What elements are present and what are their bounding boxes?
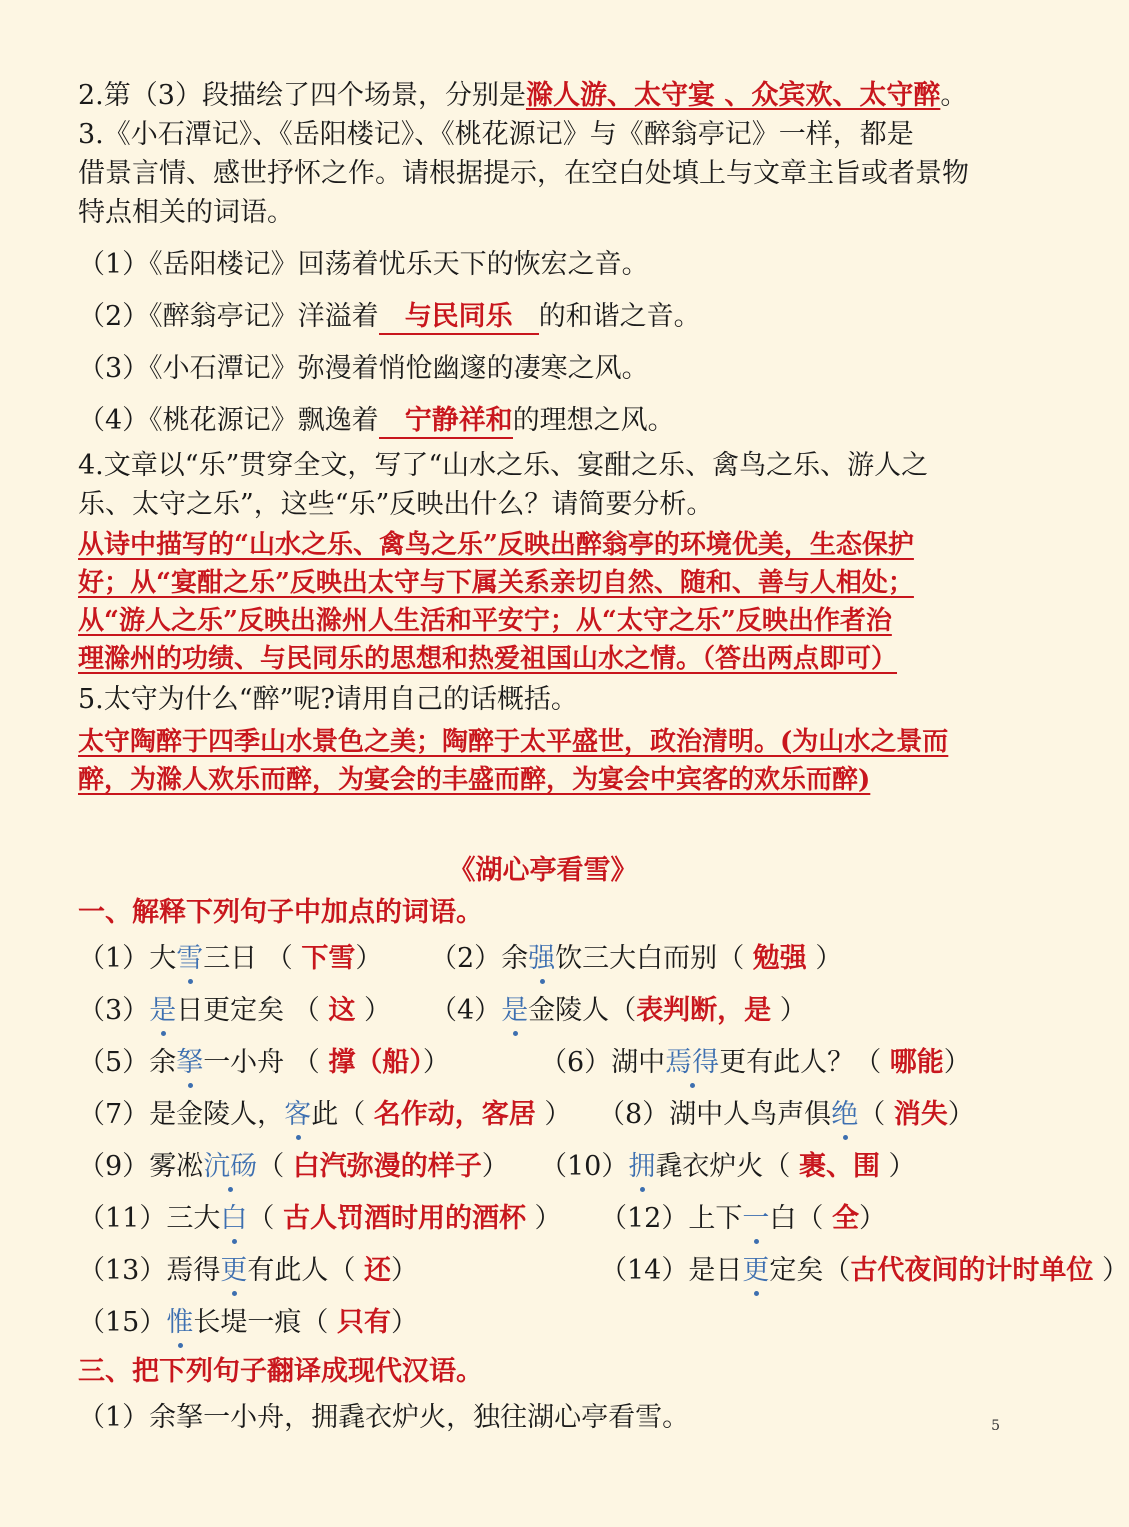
bracket-open: （ [823, 1255, 851, 1286]
item-text: （2）《醉翁亭记》洋溢着 [78, 301, 379, 332]
vocab-sentence-text: 三大 [166, 1203, 221, 1234]
vocab-sentence-text: 上下 [688, 1203, 743, 1234]
vocab-sentence-text: 日更定矣 [176, 995, 285, 1026]
vocab-keyword: 客 [284, 1095, 311, 1134]
vocab-answer: 哪能 [889, 1047, 944, 1078]
vocab-sentence-text: 是金陵人， [149, 1099, 285, 1130]
vocab-number: （10） [540, 1151, 629, 1182]
item-text: （1）《岳阳楼记》回荡着忧乐天下的恢宏之音。 [78, 249, 649, 280]
vocab-answer: 古人罚酒时用的酒杯 [282, 1203, 526, 1234]
question-5-answer-line: 太守陶醉于四季山水景色之美；陶醉于太平盛世，政治清明。(为山水之景而 [78, 727, 949, 757]
document-page [78, 76, 1129, 1437]
vocab-row [78, 1251, 1129, 1290]
vocab-answer: 撑（船） [328, 1047, 423, 1078]
bracket-close: ） [525, 1203, 562, 1234]
vocab-answer: 全 [831, 1203, 859, 1234]
question-5-text: 5.太守为什么“醉”呢?请用自己的话概括。 [78, 684, 578, 715]
vocab-row [78, 1095, 1008, 1134]
vocab-answer: 白汽弥漫的样子 [292, 1151, 482, 1182]
item-text: 的和谐之音。 [538, 301, 701, 332]
vocab-answer: 勉强 [752, 943, 807, 974]
bracket-close: ） [390, 1307, 418, 1338]
question-2-text: 2.第（3）段描绘了四个场景，分别是 [78, 80, 526, 111]
vocab-keyword: 绝 [831, 1095, 858, 1134]
bracket-close: ） [947, 1099, 975, 1130]
vocab-item [600, 1199, 886, 1238]
vocab-item [78, 1307, 418, 1338]
vocab-keyword: 强 [528, 939, 555, 978]
vocab-keyword: 沆砀 [203, 1147, 257, 1186]
bracket-close: ） [535, 1099, 572, 1130]
vocab-number: （2） [430, 943, 502, 974]
question-2-end: 。 [940, 80, 968, 111]
bracket-close: ） [879, 1151, 916, 1182]
vocab-item [540, 1043, 971, 1082]
bracket-close: ） [806, 943, 843, 974]
vocab-answer: 古代夜间的计时单位 [850, 1255, 1094, 1286]
vocab-sentence-text: 湖中人鸟声俱 [669, 1099, 832, 1130]
bracket-close: ） [481, 1151, 509, 1182]
part-3-heading: 三、把下列句子翻译成现代汉语。 [78, 1356, 483, 1387]
vocab-row [78, 991, 1008, 1030]
question-3-item-3 [78, 349, 1008, 388]
vocab-sentence-text: 余 [501, 943, 529, 974]
vocab-item [78, 1151, 509, 1182]
question-4-line: 4.文章以“乐”贯穿全文，写了“山水之乐、宴酣之乐、禽鸟之乐、游人之 [78, 450, 929, 481]
vocab-item [540, 1147, 916, 1186]
vocab-sentence-text: 一小舟 [203, 1047, 285, 1078]
vocab-answer: 消失 [893, 1099, 948, 1130]
question-4-line: 乐、太守之乐”，这些“乐”反映出什么？请简要分析。 [78, 489, 714, 520]
vocab-keyword: 拥 [628, 1147, 655, 1186]
vocab-number: （1） [78, 943, 150, 974]
question-2 [78, 76, 1008, 115]
vocab-answer: 裹、围 [798, 1151, 880, 1182]
vocab-number: （13） [78, 1255, 167, 1286]
question-3 [78, 115, 1008, 440]
bracket-open: （ [301, 1307, 337, 1338]
vocab-keyword: 一 [742, 1199, 769, 1238]
section-title: 《湖心亭看雪》 [448, 855, 638, 886]
vocab-sentence-text: 金陵人 [528, 995, 610, 1026]
vocab-row [78, 1043, 1008, 1082]
question-5-answer-line: 醉，为滁人欢乐而醉，为宴会的丰盛而醉，为宴会中宾客的欢乐而醉) [78, 765, 871, 795]
vocab-answer: 这 [328, 995, 356, 1026]
vocab-sentence-text: 饮三大白而别 [555, 943, 718, 974]
bracket-open: （ [338, 1099, 374, 1130]
vocab-row [78, 1147, 1008, 1186]
vocab-number: （7） [78, 1099, 150, 1130]
vocab-number: （3） [78, 995, 150, 1026]
item-text: 的理想之风。 [512, 405, 675, 436]
item-text: （4）《桃花源记》飘逸着 [78, 405, 379, 436]
bracket-open: （ [284, 1047, 329, 1078]
vocab-number: （9） [78, 1151, 150, 1182]
question-3-item-4 [78, 401, 1008, 440]
vocab-number: （11） [78, 1203, 167, 1234]
question-4 [78, 446, 1008, 678]
vocab-sentence-text: 此 [311, 1099, 339, 1130]
page-number: 5 [991, 1418, 1000, 1434]
question-2-answer: 滁人游、太守宴 、众宾欢、太守醉 [525, 80, 941, 111]
bracket-open: （ [858, 1099, 894, 1130]
bracket-close: ） [355, 943, 383, 974]
bracket-close: ） [1093, 1255, 1129, 1286]
bracket-close: ） [390, 1255, 418, 1286]
question-5 [78, 680, 1008, 799]
vocab-sentence-text: 有此人 [247, 1255, 329, 1286]
question-4-answer-line: 从诗中描写的“山水之乐、禽鸟之乐”反映出醉翁亭的环境优美，生态保护 [78, 530, 914, 560]
vocab-number: （15） [78, 1307, 167, 1338]
bracket-open: （ [284, 995, 329, 1026]
vocab-item [430, 991, 807, 1030]
vocab-keyword: 白 [220, 1199, 247, 1238]
fill-blank-answer: 与民同乐 [379, 301, 539, 335]
bracket-open: （ [257, 1151, 293, 1182]
vocab-answer: 只有 [336, 1307, 391, 1338]
vocab-keyword: 雪 [176, 939, 203, 978]
question-4-answer-line: 好；从“宴酣之乐”反映出太守与下属关系亲切自然、随和、善与人相处； [78, 568, 914, 598]
vocab-sentence-text: 毳衣炉火 [655, 1151, 764, 1182]
vocab-answer: 下雪 [301, 943, 356, 974]
vocab-item [78, 1047, 450, 1078]
item-text: （3）《小石潭记》弥漫着悄怆幽邃的凄寒之风。 [78, 353, 649, 384]
vocab-sentence-text: 定矣 [769, 1255, 824, 1286]
vocab-keyword: 拏 [176, 1043, 203, 1082]
vocab-item [78, 995, 391, 1026]
bracket-close: ） [422, 1047, 450, 1078]
vocab-row [78, 939, 1008, 978]
question-3-item-1 [78, 245, 1008, 284]
vocab-sentence-text: 是日 [688, 1255, 743, 1286]
vocab-item [78, 1203, 562, 1234]
bracket-close: ） [771, 995, 807, 1026]
bracket-open: （ [328, 1255, 364, 1286]
vocab-sentence-text: 焉得 [166, 1255, 221, 1286]
vocab-answer: 表判断，是 [636, 995, 772, 1026]
vocab-item [600, 1251, 1129, 1290]
part-3-item: （1）余拏一小舟，拥毳衣炉火，独往湖心亭看雪。 [78, 1402, 690, 1433]
bracket-close: ） [858, 1203, 886, 1234]
vocab-number: （12） [600, 1203, 689, 1234]
bracket-close: ） [355, 995, 391, 1026]
vocab-answer: 名作动，客居 [373, 1099, 536, 1130]
vocab-keyword: 惟 [166, 1303, 193, 1342]
vocab-sentence-text: 雾凇 [149, 1151, 204, 1182]
vocab-item [78, 943, 382, 974]
bracket-open: （ [854, 1047, 890, 1078]
vocab-number: （6） [540, 1047, 612, 1078]
vocab-number: （4） [430, 995, 502, 1026]
vocab-sentence-text: 更有此人？ [719, 1047, 855, 1078]
vocab-item [598, 1095, 975, 1134]
vocab-answer: 还 [363, 1255, 391, 1286]
vocab-keyword: 焉得 [665, 1043, 719, 1082]
question-3-line: 特点相关的词语。 [78, 197, 294, 228]
question-3-line: 借景言情、感世抒怀之作。请根据提示，在空白处填上与文章主旨或者景物 [78, 158, 969, 189]
question-3-item-2 [78, 297, 1008, 336]
vocab-sentence-text: 湖中 [611, 1047, 666, 1078]
question-4-answer-line: 从“游人之乐”反映出滁州人生活和平安宁；从“太守之乐”反映出作者治 [78, 606, 892, 636]
vocab-sentence-text: 三日 [203, 943, 258, 974]
bracket-close: ） [943, 1047, 971, 1078]
question-4-answer-line: 理滁州的功绩、与民同乐的思想和热爱祖国山水之情。（答出两点即可） [78, 644, 898, 674]
vocab-keyword: 更 [742, 1251, 769, 1290]
bracket-open: （ [717, 943, 753, 974]
vocab-sentence-text: 长堤一痕 [193, 1307, 302, 1338]
vocab-sentence-text: 大 [149, 943, 177, 974]
vocab-keyword: 是 [149, 991, 176, 1030]
vocab-number: （14） [600, 1255, 689, 1286]
bracket-open: （ [796, 1203, 832, 1234]
vocab-keyword: 更 [220, 1251, 247, 1290]
part-1-heading: 一、解释下列句子中加点的词语。 [78, 897, 483, 928]
bracket-open: （ [257, 943, 302, 974]
bracket-open: （ [609, 995, 637, 1026]
vocab-sentence-text: 余 [149, 1047, 177, 1078]
vocab-keyword: 是 [501, 991, 528, 1030]
vocab-row [78, 1199, 1008, 1238]
bracket-open: （ [763, 1151, 799, 1182]
vocab-row [78, 1303, 1008, 1342]
vocab-sentence-text: 白 [769, 1203, 797, 1234]
bracket-open: （ [247, 1203, 283, 1234]
vocab-item [430, 939, 842, 978]
vocab-item [78, 1255, 418, 1286]
vocab-number: （5） [78, 1047, 150, 1078]
vocab-item [78, 1099, 571, 1130]
vocab-list [78, 939, 1129, 1342]
question-3-line: 3.《小石潭记》、《岳阳楼记》、《桃花源记》与《醉翁亭记》一样，都是 [78, 119, 914, 150]
vocab-number: （8） [598, 1099, 670, 1130]
fill-blank-answer: 宁静祥和 [379, 405, 513, 439]
